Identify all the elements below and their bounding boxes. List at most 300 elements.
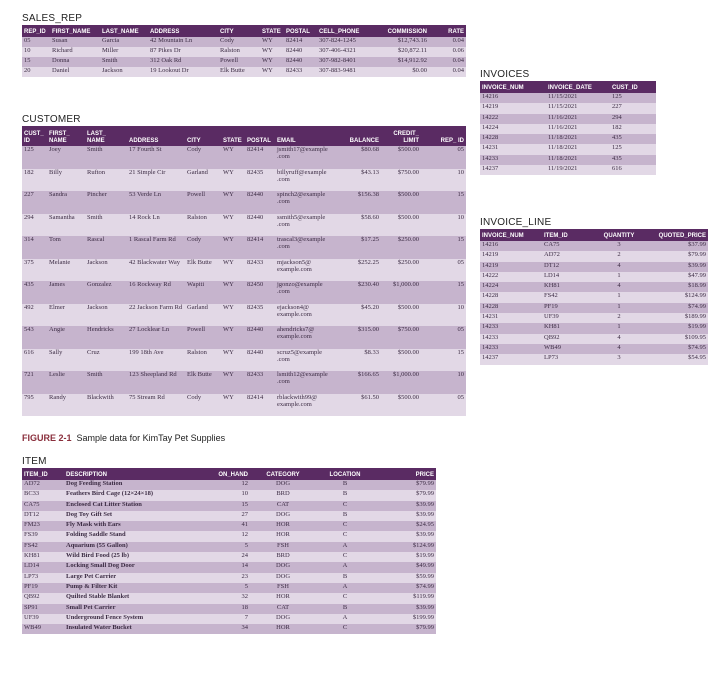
customer-block	[22, 113, 466, 416]
table-cell: 05	[421, 326, 466, 349]
table-cell: 05	[421, 146, 466, 169]
table-cell: ahendricks7@ example.com	[275, 326, 337, 349]
table-cell: $74.95	[644, 344, 708, 354]
table-cell: 14233	[480, 155, 546, 165]
table-cell: HOR	[250, 624, 316, 634]
table-row	[22, 542, 436, 552]
table-cell: 12	[206, 531, 250, 541]
table-cell: Rufton	[85, 169, 127, 192]
table-cell: 82435	[245, 169, 275, 192]
invoice-line-block	[480, 216, 708, 365]
table-cell: WY	[221, 191, 245, 214]
table-cell: 0.04	[429, 57, 466, 67]
table-cell: AD72	[542, 251, 594, 261]
table-cell: KH81	[542, 282, 594, 292]
column-header: REP_ ID	[421, 126, 466, 146]
table-cell: $500.00	[381, 394, 421, 417]
table-row	[22, 531, 436, 541]
table-cell: Smith	[100, 57, 148, 67]
table-cell: 14222	[480, 114, 546, 124]
table-cell: 42 Blackwater Way	[127, 259, 185, 282]
column-header: CREDIT_ LIMIT	[381, 126, 421, 146]
table-cell: 82433	[245, 371, 275, 394]
table-cell: Jackson	[100, 67, 148, 77]
table-cell: 11/16/2021	[546, 124, 610, 134]
table-cell: $500.00	[381, 349, 421, 372]
column-header: REP_ID	[22, 25, 50, 37]
table-cell: WB49	[22, 624, 64, 634]
table-row	[22, 394, 466, 417]
column-header: INVOICE_DATE	[546, 81, 610, 93]
table-cell: 14237	[480, 354, 542, 364]
table-cell: 14222	[480, 272, 542, 282]
table-cell: $1,000.00	[381, 281, 421, 304]
table-cell: 314	[22, 236, 47, 259]
column-header: CUST_ ID	[22, 126, 47, 146]
table-cell: 5	[206, 542, 250, 552]
table-cell: Enclosed Cat Litter Station	[64, 501, 206, 511]
table-cell: QB92	[542, 334, 594, 344]
table-cell: billyruff@example .com	[275, 169, 337, 192]
table-cell: 05	[421, 394, 466, 417]
table-cell: 0.04	[429, 37, 466, 47]
table-cell: DOG	[250, 562, 316, 572]
table-cell: FS39	[22, 531, 64, 541]
table-cell: Elk Butte	[218, 67, 260, 77]
column-header: LOCATION	[316, 468, 374, 480]
table-row	[22, 37, 466, 47]
table-cell: C	[316, 501, 374, 511]
table-cell: 18	[206, 604, 250, 614]
table-cell: 312 Oak Rd	[148, 57, 218, 67]
table-cell: 11/19/2021	[546, 165, 610, 175]
table-cell: WY	[221, 281, 245, 304]
table-cell: WY	[260, 57, 284, 67]
table-cell: Cruz	[85, 349, 127, 372]
table-cell: 7	[206, 614, 250, 624]
table-cell: 4	[594, 282, 644, 292]
table-cell: 5	[206, 583, 250, 593]
table-cell: QB92	[22, 593, 64, 603]
customer-header-row	[22, 126, 466, 146]
table-row	[480, 114, 656, 124]
table-cell: $250.00	[381, 236, 421, 259]
table-row	[22, 169, 466, 192]
table-cell: 24	[206, 552, 250, 562]
invoices-header-row	[480, 81, 656, 93]
table-cell: 15	[421, 281, 466, 304]
table-cell: 14224	[480, 124, 546, 134]
table-cell: $750.00	[381, 169, 421, 192]
table-cell: Melanie	[47, 259, 85, 282]
column-header: FIRST_ NAME	[47, 126, 85, 146]
table-cell: 82414	[245, 394, 275, 417]
column-header: QUOTED_PRICE	[644, 229, 708, 241]
table-cell: 15	[421, 349, 466, 372]
table-cell: $45.20	[337, 304, 381, 327]
table-cell: 227	[610, 103, 656, 113]
table-cell: Cody	[185, 394, 221, 417]
column-header: INVOICE_NUM	[480, 81, 546, 93]
table-cell: Cody	[185, 236, 221, 259]
table-cell: 375	[22, 259, 47, 282]
table-cell: $252.25	[337, 259, 381, 282]
table-cell: $19.99	[374, 552, 436, 562]
column-header: CATEGORY	[250, 468, 316, 480]
table-cell: Donna	[50, 57, 100, 67]
table-row	[22, 593, 436, 603]
table-cell: 11/18/2021	[546, 155, 610, 165]
table-cell: 4	[594, 334, 644, 344]
table-cell: $79.99	[374, 480, 436, 490]
item-block	[22, 455, 436, 634]
table-cell: Quilted Stable Blanket	[64, 593, 206, 603]
table-cell: $166.65	[337, 371, 381, 394]
table-cell: $79.99	[374, 624, 436, 634]
table-row	[480, 313, 708, 323]
table-cell: 15	[421, 236, 466, 259]
invoice-line-header-row	[480, 229, 708, 241]
table-row	[22, 281, 466, 304]
table-cell: WY	[221, 259, 245, 282]
table-row	[480, 155, 656, 165]
table-row	[22, 326, 466, 349]
table-cell: 82414	[245, 236, 275, 259]
table-cell: 82435	[245, 304, 275, 327]
table-cell: FSH	[250, 542, 316, 552]
table-row	[480, 303, 708, 313]
table-cell: UF39	[22, 614, 64, 624]
column-header: STATE	[221, 126, 245, 146]
table-cell: 14228	[480, 134, 546, 144]
table-cell: A	[316, 562, 374, 572]
table-row	[480, 134, 656, 144]
column-header: QUANTITY	[594, 229, 644, 241]
table-cell: 82450	[245, 281, 275, 304]
table-cell: $58.60	[337, 214, 381, 237]
table-cell: WY	[221, 394, 245, 417]
table-cell: HOR	[250, 531, 316, 541]
table-cell: Feathers Bird Cage (12×24×18)	[64, 490, 206, 500]
table-cell: Sally	[47, 349, 85, 372]
table-row	[22, 259, 466, 282]
table-cell: $74.99	[644, 303, 708, 313]
table-cell: Samantha	[47, 214, 85, 237]
table-cell: PF19	[542, 303, 594, 313]
table-cell: Large Pet Carrier	[64, 573, 206, 583]
table-cell: Powell	[185, 326, 221, 349]
table-cell: 1	[594, 303, 644, 313]
table-cell: $500.00	[381, 146, 421, 169]
table-cell: $18.99	[644, 282, 708, 292]
table-cell: UF39	[542, 313, 594, 323]
table-cell: 4	[594, 344, 644, 354]
table-cell: ejackson4@ example.com	[275, 304, 337, 327]
table-cell: WY	[221, 214, 245, 237]
table-cell: 42 Mountain Ln	[148, 37, 218, 47]
table-cell: 2	[594, 251, 644, 261]
table-row	[22, 146, 466, 169]
table-cell: rblackwith99@ example.com	[275, 394, 337, 417]
table-cell: A	[316, 542, 374, 552]
table-cell: B	[316, 573, 374, 583]
table-cell: Elmer	[47, 304, 85, 327]
table-cell: DT12	[542, 262, 594, 272]
sales-rep-title: SALES_REP	[22, 13, 83, 24]
table-cell: Elk Butte	[185, 259, 221, 282]
table-cell: 82440	[245, 214, 275, 237]
column-header: FIRST_NAME	[50, 25, 100, 37]
table-row	[480, 292, 708, 302]
table-row	[22, 57, 466, 67]
table-cell: Gonzalez	[85, 281, 127, 304]
column-header: DESCRIPTION	[64, 468, 206, 480]
table-row	[480, 262, 708, 272]
table-cell: FM23	[22, 521, 64, 531]
table-cell: $500.00	[381, 191, 421, 214]
table-cell: $500.00	[381, 214, 421, 237]
table-cell: Randy	[47, 394, 85, 417]
table-row	[22, 511, 436, 521]
table-row	[22, 47, 466, 57]
table-cell: Garland	[185, 304, 221, 327]
table-cell: Miller	[100, 47, 148, 57]
column-header: ADDRESS	[127, 126, 185, 146]
table-cell: $124.99	[374, 542, 436, 552]
table-cell: 12	[206, 480, 250, 490]
table-cell: $19.99	[644, 323, 708, 333]
table-row	[480, 93, 656, 103]
table-cell: 1 Rascal Farm Rd	[127, 236, 185, 259]
table-cell: lsmith12@example .com	[275, 371, 337, 394]
table-cell: WB49	[542, 344, 594, 354]
table-cell: 616	[610, 165, 656, 175]
table-cell: LD14	[542, 272, 594, 282]
table-cell: 616	[22, 349, 47, 372]
table-row	[22, 604, 436, 614]
table-cell: Dog Toy Gift Set	[64, 511, 206, 521]
table-cell: 4	[594, 262, 644, 272]
table-cell: 75 Stream Rd	[127, 394, 185, 417]
table-cell: Locking Small Dog Door	[64, 562, 206, 572]
table-cell: $8.33	[337, 349, 381, 372]
table-cell: 82440	[284, 47, 317, 57]
table-row	[22, 349, 466, 372]
column-header: ITEM_ID	[22, 468, 64, 480]
table-cell: $80.68	[337, 146, 381, 169]
table-cell: DOG	[250, 480, 316, 490]
table-cell: C	[316, 552, 374, 562]
table-cell: Ralston	[185, 349, 221, 372]
table-cell: Fly Mask with Ears	[64, 521, 206, 531]
table-cell: WY	[260, 37, 284, 47]
table-row	[22, 614, 436, 624]
column-header: LAST_ NAME	[85, 126, 127, 146]
table-cell: $47.99	[644, 272, 708, 282]
table-cell: 14231	[480, 313, 542, 323]
table-cell: Cody	[185, 146, 221, 169]
table-cell: AD72	[22, 480, 64, 490]
column-header: CELL_PHONE	[317, 25, 373, 37]
table-cell: Smith	[85, 371, 127, 394]
table-cell: CA75	[542, 241, 594, 251]
table-cell: DT12	[22, 511, 64, 521]
table-cell: Elk Butte	[185, 371, 221, 394]
table-cell: $315.00	[337, 326, 381, 349]
column-header: EMAIL	[275, 126, 337, 146]
table-cell: $0.00	[373, 67, 429, 77]
table-cell: 34	[206, 624, 250, 634]
table-cell: $79.99	[374, 490, 436, 500]
table-cell: 0.06	[429, 47, 466, 57]
table-cell: Underground Fence System	[64, 614, 206, 624]
table-cell: Leslie	[47, 371, 85, 394]
table-cell: $109.95	[644, 334, 708, 344]
column-header: ITEM_ID	[542, 229, 594, 241]
table-cell: 10	[421, 304, 466, 327]
invoices-title: INVOICES	[480, 69, 530, 80]
table-cell: BRD	[250, 490, 316, 500]
table-cell: SP91	[22, 604, 64, 614]
sales-rep-block	[22, 12, 466, 77]
table-cell: 10	[421, 214, 466, 237]
item-table	[22, 468, 436, 634]
column-header: ON_HAND	[206, 468, 250, 480]
table-cell: 125	[610, 144, 656, 154]
table-cell: 294	[22, 214, 47, 237]
table-cell: $61.50	[337, 394, 381, 417]
table-cell: 0.04	[429, 67, 466, 77]
table-cell: 10	[22, 47, 50, 57]
table-row	[22, 191, 466, 214]
table-cell: $37.99	[644, 241, 708, 251]
figure-label: FIGURE 2-1	[22, 433, 72, 443]
table-cell: 182	[610, 124, 656, 134]
table-cell: $750.00	[381, 326, 421, 349]
table-cell: WY	[221, 326, 245, 349]
table-row	[480, 272, 708, 282]
table-cell: 2	[594, 313, 644, 323]
table-cell: 15	[22, 57, 50, 67]
table-cell: $59.99	[374, 573, 436, 583]
table-cell: DOG	[250, 573, 316, 583]
table-cell: 20	[22, 67, 50, 77]
invoices-table	[480, 81, 656, 175]
table-cell: Wild Bird Food (25 lb)	[64, 552, 206, 562]
table-cell: Pincher	[85, 191, 127, 214]
table-cell: 14224	[480, 282, 542, 292]
table-cell: 82440	[245, 349, 275, 372]
table-cell: KH81	[542, 323, 594, 333]
table-row	[22, 480, 436, 490]
table-cell: HOR	[250, 521, 316, 531]
table-cell: Cody	[218, 37, 260, 47]
sales-rep-table	[22, 25, 466, 77]
table-cell: 435	[610, 134, 656, 144]
table-row	[22, 371, 466, 394]
table-cell: $500.00	[381, 304, 421, 327]
table-cell: 22 Jackson Farm Rd	[127, 304, 185, 327]
table-cell: 16 Rockway Rd	[127, 281, 185, 304]
table-cell: 307-406-4321	[317, 47, 373, 57]
table-cell: Folding Saddle Stand	[64, 531, 206, 541]
table-cell: 14219	[480, 103, 546, 113]
table-cell: WY	[260, 47, 284, 57]
table-cell: 125	[610, 93, 656, 103]
table-cell: 15	[206, 501, 250, 511]
table-cell: C	[316, 593, 374, 603]
table-cell: 227	[22, 191, 47, 214]
table-cell: Hendricks	[85, 326, 127, 349]
table-cell: WY	[221, 236, 245, 259]
table-cell: 1	[594, 323, 644, 333]
table-row	[480, 282, 708, 292]
table-cell: Joey	[47, 146, 85, 169]
table-row	[22, 583, 436, 593]
table-cell: 123 Sheepland Rd	[127, 371, 185, 394]
column-header: CITY	[218, 25, 260, 37]
table-cell: B	[316, 511, 374, 521]
table-cell: 27 Locklear Ln	[127, 326, 185, 349]
table-cell: Small Pet Carrier	[64, 604, 206, 614]
table-row	[22, 236, 466, 259]
table-cell: 27	[206, 511, 250, 521]
table-row	[22, 214, 466, 237]
table-row	[22, 562, 436, 572]
table-cell: 15	[421, 191, 466, 214]
table-cell: 721	[22, 371, 47, 394]
table-cell: $20,872.11	[373, 47, 429, 57]
table-cell: DOG	[250, 511, 316, 521]
column-header: COMMISSION	[373, 25, 429, 37]
column-header: POSTAL	[245, 126, 275, 146]
table-cell: 14233	[480, 344, 542, 354]
table-row	[480, 144, 656, 154]
table-cell: 10	[421, 371, 466, 394]
table-cell: 82414	[284, 37, 317, 47]
table-cell: $39.99	[374, 511, 436, 521]
table-cell: mjackson5@ example.com	[275, 259, 337, 282]
table-cell: 307-824-1245	[317, 37, 373, 47]
table-cell: 82440	[245, 326, 275, 349]
table-cell: Rascal	[85, 236, 127, 259]
table-cell: Pump & Filter Kit	[64, 583, 206, 593]
table-cell: 307-883-9481	[317, 67, 373, 77]
table-cell: BC33	[22, 490, 64, 500]
table-cell: $14,912.92	[373, 57, 429, 67]
table-cell: 14237	[480, 165, 546, 175]
table-cell: $39.99	[374, 501, 436, 511]
item-title: ITEM	[22, 456, 47, 467]
table-cell: B	[316, 480, 374, 490]
table-cell: 05	[421, 259, 466, 282]
table-cell: 294	[610, 114, 656, 124]
table-cell: DOG	[250, 614, 316, 624]
table-cell: Jackson	[85, 259, 127, 282]
table-cell: 32	[206, 593, 250, 603]
table-cell: Aquarium (55 Gallon)	[64, 542, 206, 552]
table-cell: FSH	[250, 583, 316, 593]
table-cell: 82440	[284, 57, 317, 67]
invoice-line-title: INVOICE_LINE	[480, 217, 552, 228]
table-cell: 82440	[245, 191, 275, 214]
table-cell: FS42	[22, 542, 64, 552]
sales-rep-header-row	[22, 25, 466, 37]
table-cell: 11/18/2021	[546, 134, 610, 144]
table-cell: 10	[206, 490, 250, 500]
column-header: BALANCE	[337, 126, 381, 146]
figure-caption-text: Sample data for KimTay Pet Supplies	[76, 433, 226, 443]
